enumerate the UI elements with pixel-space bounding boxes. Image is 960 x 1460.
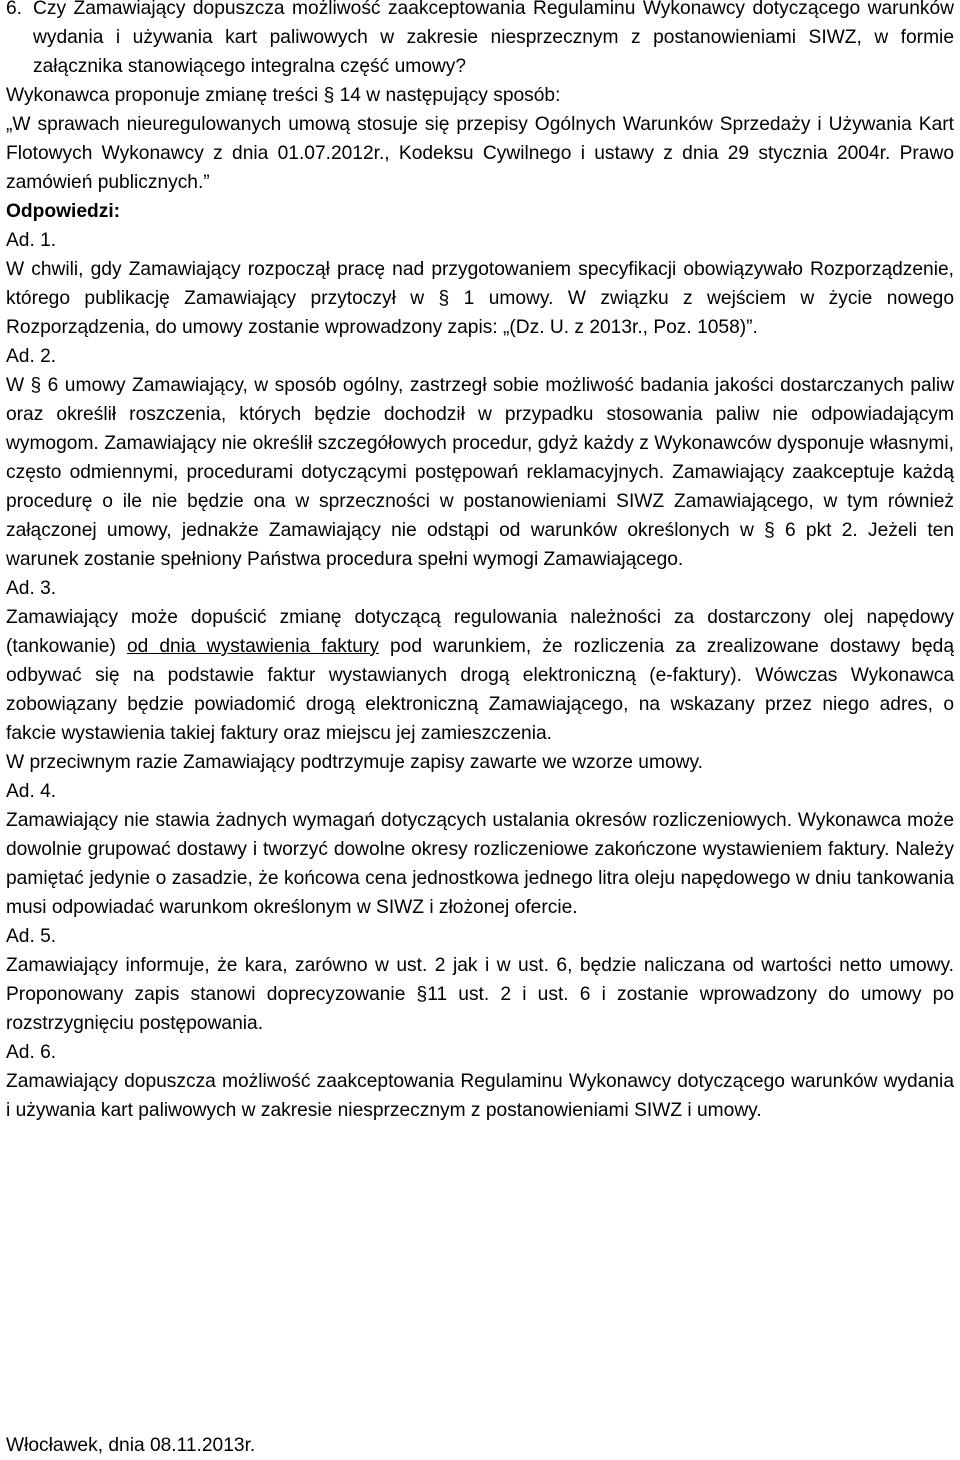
answer-text-3-underlined: od dnia wystawienia faktury (126, 636, 379, 657)
answer-text-2: W § 6 umowy Zamawiający, w sposób ogólny, zastrzegł sobie możliwość badania jakości dostarczanych paliw oraz określił roszczenia, których będzie dochodził w przypadku stosowania paliw nie odpowiadającym wymogom. Zamawiający nie określił szczegółowych procedur, gdyż każdy z Wykonawców dysponuje własnymi, często odmiennymi, procedurami dotyczącymi postępowań reklamacyjnych. Zamawiający zaakceptuje każdą procedurę o ile nie będzie ona w sprzeczności w postanowieniami SIWZ Zamawiającego, w tym również załączonej umowy, jednakże Zamawiający nie odstąpi od warunków określonych w § 6 pkt 2. Jeżeli ten warunek zostanie spełniony Państwa procedura spełni wymogi Zamawiającego. (6, 375, 954, 570)
answer-label-3: Ad. 3. (6, 578, 57, 599)
answer-text-6: Zamawiający dopuszcza możliwość zaakceptowania Regulaminu Wykonawcy dotyczącego warunków wydania i używania kart paliwowych w zakresie niesprzecznym z postanowieniami SIWZ i umowy. (6, 1071, 954, 1121)
answer-text-3-extra: W przeciwnym razie Zamawiający podtrzymuje zapisy zawarte we wzorze umowy. (6, 752, 703, 773)
answer-label-2: Ad. 2. (6, 346, 57, 367)
answer-label-4: Ad. 4. (6, 781, 57, 802)
answers-heading: Odpowiedzi: (6, 201, 121, 222)
answer-text-3-after: pod warunkiem, że rozliczenia za zrealizowane dostawy będą odbywać się na podstawie faktur wystawianych drogą elektroniczną (e-faktury). Wówczas Wykonawca zobowiązany będzie powiadomić drogą elektroniczną Zamawiającego, na wskazany przez niego adres, o fakcie wystawienia takiej faktury oraz miejscu jej zamieszczenia. (6, 636, 955, 744)
answer-text-3 (6, 603, 954, 748)
answer-text-5: Zamawiający informuje, że kara, zarówno w ust. 2 jak i w ust. 6, będzie naliczana od wartości netto umowy. Proponowany zapis stanowi doprecyzowanie §11 ust. 2 i ust. 6 i zostanie wprowadzony do umowy po rozstrzygnięciu postępowania. (6, 955, 954, 1034)
answer-text-4: Zamawiający nie stawia żadnych wymagań dotyczących ustalania okresów rozliczeniowych. Wykonawca może dowolnie grupować dostawy i tworzyć dowolne okresy rozliczeniowe zakończone wystawieniem faktury. Należy pamiętać jedynie o zasadzie, że końcowa cena jednostkowa jednego litra oleju napędowego w dniu tankowania musi odpowiadać warunkom określonym w SIWZ i złożonej ofercie. (6, 810, 954, 918)
answer-text-3-before: Zamawiający może dopuścić zmianę dotyczącą regulowania należności za dostarczony olej napędowy (tankowanie) (6, 607, 954, 657)
answer-label-6: Ad. 6. (6, 1042, 57, 1063)
question-text: Czy Zamawiający dopuszcza możliwość zaakceptowania Regulaminu Wykonawcy dotyczącego warunków wydania i używania kart paliwowych w zakresie niesprzecznym z postanowieniami SIWZ, w formie załącznika stanowiącego integralna część umowy? (33, 0, 954, 77)
answer-text-1: W chwili, gdy Zamawiający rozpoczął pracę nad przygotowaniem specyfikacji obowiązywało Rozporządzenie, którego publikację Zamawiający przytoczył w § 1 umowy. W związku z wejściem w życie nowego Rozporządzenia, do umowy zostanie wprowadzony zapis: „(Dz. U. z 2013r., Poz. 1058)”. (6, 259, 954, 338)
question-paragraph (6, 0, 954, 81)
proposal-intro: Wykonawca proponuje zmianę treści § 14 w następujący sposób: (6, 85, 561, 106)
footer-place-date: Włocławek, dnia 08.11.2013r. (6, 1435, 256, 1456)
question-number: 6. (6, 0, 23, 19)
answer-label-5: Ad. 5. (6, 926, 57, 947)
answer-label-1: Ad. 1. (6, 230, 57, 251)
proposal-quote: „W sprawach nieuregulowanych umową stosuje się przepisy Ogólnych Warunków Sprzedaży i Używania Kart Flotowych Wykonawcy z dnia 01.07.2012r., Kodeksu Cywilnego i ustawy z dnia 29 stycznia 2004r. Prawo zamówień publicznych.” (6, 114, 954, 193)
document-body (6, 0, 954, 1125)
